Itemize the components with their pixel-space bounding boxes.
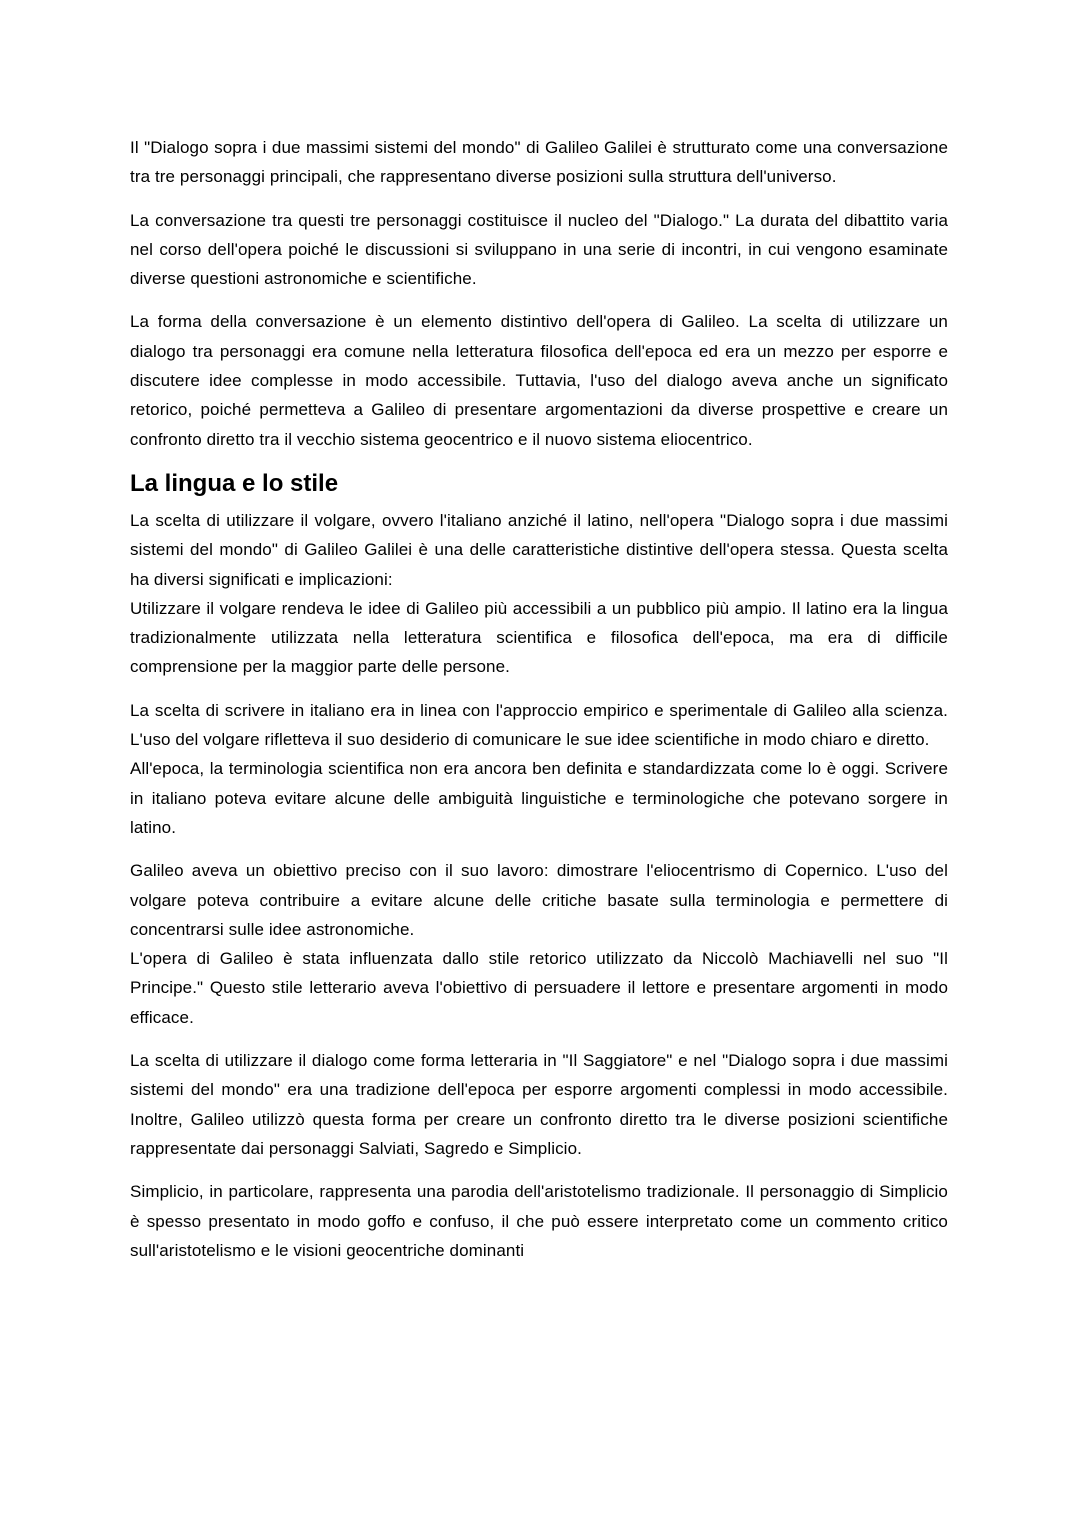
paragraph: Simplicio, in particolare, rappresenta una parodia dell'aristotelismo tradizionale. Il personaggio di Simplicio è spesso presentato in modo goffo e confuso, il che può essere interpretato come un commento critico sull'aristotelismo e le visioni geocentriche dominanti — [130, 1182, 948, 1260]
paragraph: La conversazione tra questi tre personaggi costituisce il nucleo del "Dialogo." La durata del dibattito varia nel corso dell'opera poiché le discussioni si sviluppano in una serie di incontri, in cui vengono esaminate diverse questioni astronomiche e scientifiche. — [130, 210, 948, 289]
paragraph-block — [130, 856, 948, 1032]
paragraph: Il "Dialogo sopra i due massimi sistemi del mondo" di Galileo Galilei è strutturato come una conversazione tra tre personaggi principali, che rappresentano diverse posizioni sulla struttura dell'universo. — [130, 138, 948, 187]
paragraph: La scelta di scrivere in italiano era in linea con l'approccio empirico e sperimentale di Galileo alla scienza. L'uso del volgare rifletteva il suo desiderio di comunicare le sue idee scientifiche in modo chiaro e diretto. — [130, 700, 948, 750]
paragraph-block — [130, 506, 948, 682]
paragraph-block — [130, 1046, 948, 1163]
paragraph: La forma della conversazione è un elemento distintivo dell'opera di Galileo. La scelta di utilizzare un dialogo tra personaggi era comune nella letteratura filosofica dell'epoca ed era un mezzo per esporre e discutere idee complesse in modo accessibile. Tuttavia, l'uso del dialogo aveva anche un significato retorico, poiché permetteva a Galileo di presentare argomentazioni da diverse prospettive e creare un confronto diretto tra il vecchio sistema geocentrico e il nuovo sistema eliocentrico. — [130, 312, 948, 449]
section-heading: La lingua e lo stile — [130, 469, 339, 497]
paragraph-block — [130, 206, 948, 294]
paragraph: L'opera di Galileo è stata influenzata dallo stile retorico utilizzato da Niccolò Machiavelli nel suo "Il Principe." Questo stile letterario aveva l'obiettivo di persuadere il lettore e presentare argomenti in modo efficace. — [130, 949, 948, 1027]
paragraph-block — [130, 133, 948, 192]
paragraph: Galileo aveva un obiettivo preciso con il suo lavoro: dimostrare l'eliocentrismo di Copernico. L'uso del volgare poteva contribuire a evitare alcune delle critiche basate sulla terminologia e permettere di concentrarsi sulle idee astronomiche. — [130, 861, 948, 939]
paragraph-block — [130, 1177, 948, 1265]
paragraph-block — [130, 307, 948, 453]
paragraph: La scelta di utilizzare il volgare, ovvero l'italiano anziché il latino, nell'opera "Dialogo sopra i due massimi sistemi del mondo" di Galileo Galilei è una delle caratteristiche distintive dell'opera stessa. Questa scelta ha diversi significati e implicazioni: — [130, 510, 948, 589]
paragraph: All'epoca, la terminologia scientifica non era ancora ben definita e standardizzata come lo è oggi. Scrivere in italiano poteva evitare alcune delle ambiguità linguistiche e terminologiche che potevano sorgere in latino. — [130, 759, 948, 837]
paragraph-block — [130, 696, 948, 842]
paragraph: Utilizzare il volgare rendeva le idee di Galileo più accessibili a un pubblico più ampio. Il latino era la lingua tradizionalmente utilizzata nella letteratura scientifica e filosofica dell'epoca, ma era di difficile comprensione per la maggior parte delle persone. — [130, 598, 948, 677]
paragraph: La scelta di utilizzare il dialogo come forma letteraria in "Il Saggiatore" e nel "Dialogo sopra i due massimi sistemi del mondo" era una tradizione dell'epoca per esporre argomenti complessi in modo accessibile. Inoltre, Galileo utilizzò questa forma per creare un confronto diretto tra le diverse posizioni scientifiche rappresentate dai personaggi Salviati, Sagredo e Simplicio. — [130, 1051, 948, 1158]
